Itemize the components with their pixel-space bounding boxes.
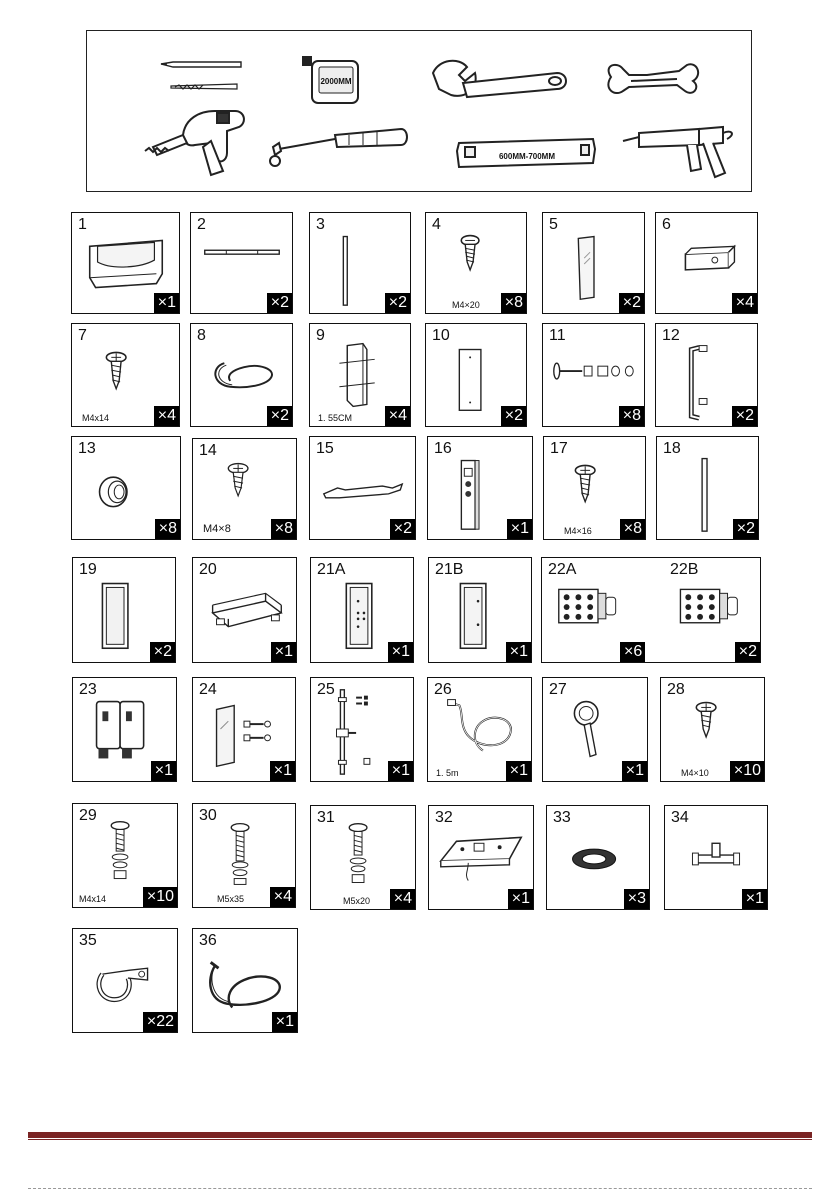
open-end-wrench-icon — [608, 64, 698, 93]
part-spec: 1. 55CM — [318, 413, 353, 423]
quantity-badge: ×1 — [154, 293, 179, 313]
quantity-badge: ×8 — [501, 293, 526, 313]
part-card-14 — [192, 438, 297, 540]
part-card-18 — [656, 436, 759, 540]
part-number: 9 — [316, 327, 325, 344]
part-number: 29 — [79, 807, 97, 824]
part-card-23 — [72, 677, 177, 782]
part-spec: M5x20 — [343, 896, 371, 906]
part-card-21A — [310, 557, 414, 663]
part-number: 26 — [434, 681, 452, 698]
part-card-3 — [309, 212, 411, 314]
quantity-badge: ×4 — [732, 293, 757, 313]
quantity-badge: ×1 — [388, 642, 413, 662]
part-number: 7 — [78, 327, 87, 344]
part-card-33 — [546, 805, 650, 910]
quantity-badge: ×2 — [390, 519, 415, 539]
part-card-34 — [664, 805, 768, 910]
power-drill-icon — [145, 111, 244, 175]
part-card-19 — [72, 557, 176, 663]
part-card-27 — [542, 677, 648, 782]
quantity-badge: ×8 — [620, 519, 645, 539]
part-number: 20 — [199, 561, 217, 578]
quantity-badge: ×4 — [154, 406, 179, 426]
quantity-badge: ×1 — [742, 889, 767, 909]
part-card-10 — [425, 323, 527, 427]
part-number: 5 — [549, 216, 558, 233]
part-number: 4 — [432, 216, 441, 233]
page-bottom-rule — [28, 1188, 812, 1190]
quantity-badge: ×2 — [732, 406, 757, 426]
part-number: 23 — [79, 681, 97, 698]
part-spec: M4×8 — [203, 523, 231, 535]
quantity-badge: ×10 — [143, 887, 177, 907]
part-number: 35 — [79, 932, 97, 949]
quantity-badge: ×2 — [619, 293, 644, 313]
part-number: 14 — [199, 442, 217, 459]
part-spec: M4x14 — [82, 413, 110, 423]
quantity-badge: ×8 — [619, 406, 644, 426]
part-card-9 — [309, 323, 411, 427]
adjustable-wrench-icon — [433, 61, 566, 97]
part-card-25 — [310, 677, 414, 782]
part-number: 2 — [197, 216, 206, 233]
part-number: 30 — [199, 807, 217, 824]
part-number: 18 — [663, 440, 681, 457]
part-number: 36 — [199, 932, 217, 949]
quantity-badge: ×1 — [622, 761, 647, 781]
part-spec: 1. 5m — [436, 768, 459, 778]
quantity-badge: ×10 — [730, 761, 764, 781]
part-card-28 — [660, 677, 765, 782]
part-number: 34 — [671, 809, 689, 826]
part-number: 1 — [78, 216, 87, 233]
part-card-11 — [542, 323, 645, 427]
part-card-24 — [192, 677, 296, 782]
part-number: 21A — [317, 561, 346, 578]
tape-measure-icon — [303, 57, 358, 103]
tape-label: 2000MM — [320, 77, 352, 86]
quantity-badge: ×2 — [267, 406, 292, 426]
quantity-badge: ×2 — [267, 293, 292, 313]
quantity-badge: ×1 — [507, 519, 532, 539]
part-card-13 — [71, 436, 181, 540]
part-number: 31 — [317, 809, 335, 826]
part-number: 11 — [549, 327, 566, 344]
part-number: 3 — [316, 216, 325, 233]
quantity-badge: ×2 — [501, 406, 526, 426]
part-card-5 — [542, 212, 645, 314]
part-number: 28 — [667, 681, 685, 698]
part-card-30 — [192, 803, 296, 908]
part-card-4 — [425, 212, 527, 314]
quantity-badge: ×22 — [143, 1012, 177, 1032]
part-spec: M4x14 — [79, 894, 107, 904]
quantity-badge: ×6 — [620, 642, 645, 662]
part-number: 22A — [548, 561, 577, 578]
quantity-badge: ×4 — [390, 889, 415, 909]
part-spec: M4×16 — [564, 526, 592, 536]
quantity-badge: ×1 — [272, 1012, 297, 1032]
part-number: 25 — [317, 681, 335, 698]
quantity-badge: ×1 — [508, 889, 533, 909]
quantity-badge: ×2 — [385, 293, 410, 313]
part-number: 17 — [550, 440, 568, 457]
part-card-22 — [541, 557, 761, 663]
part-card-26 — [427, 677, 532, 782]
part-number: 8 — [197, 327, 206, 344]
quantity-badge: ×4 — [270, 887, 295, 907]
part-number: 12 — [662, 327, 680, 344]
drill-bit-icon — [171, 84, 237, 89]
part-card-8 — [190, 323, 293, 427]
part-number: 32 — [435, 809, 453, 826]
quantity-badge: ×1 — [506, 642, 531, 662]
screwdriver-icon — [270, 129, 407, 166]
part-number: 33 — [553, 809, 571, 826]
quantity-badge: ×1 — [506, 761, 531, 781]
part-number: 22B — [670, 561, 699, 578]
pencil-icon — [161, 62, 241, 67]
part-card-1 — [71, 212, 180, 314]
part-card-7 — [71, 323, 180, 427]
part-number: 24 — [199, 681, 217, 698]
part-card-16 — [427, 436, 533, 540]
part-number: 10 — [432, 327, 450, 344]
part-card-17 — [543, 436, 646, 540]
part-number: 13 — [78, 440, 96, 457]
part-card-2 — [190, 212, 293, 314]
part-number: 15 — [316, 440, 334, 457]
footer-divider — [28, 1132, 812, 1138]
part-card-36 — [192, 928, 298, 1033]
part-number: 16 — [434, 440, 452, 457]
quantity-badge: ×8 — [271, 519, 296, 539]
part-card-6 — [655, 212, 758, 314]
part-card-29 — [72, 803, 178, 908]
part-number: 6 — [662, 216, 671, 233]
part-spec: M5x35 — [217, 894, 245, 904]
part-card-21B — [428, 557, 532, 663]
part-card-15 — [309, 436, 416, 540]
part-number: 21B — [435, 561, 464, 578]
caulk-gun-icon — [623, 127, 732, 177]
part-spec: M4×20 — [452, 300, 480, 310]
part-spec: M4×10 — [681, 768, 709, 778]
part-card-12 — [655, 323, 758, 427]
quantity-badge: ×8 — [155, 519, 180, 539]
quantity-badge: ×1 — [388, 761, 413, 781]
quantity-badge: ×1 — [151, 761, 176, 781]
part-card-31 — [310, 805, 416, 910]
part-card-35 — [72, 928, 178, 1033]
spirit-level-icon — [457, 139, 595, 167]
part-number: 27 — [549, 681, 567, 698]
quantity-badge: ×2 — [150, 642, 175, 662]
quantity-badge: ×3 — [624, 889, 649, 909]
quantity-badge: ×2 — [735, 642, 760, 662]
part-card-32 — [428, 805, 534, 910]
quantity-badge: ×1 — [270, 761, 295, 781]
part-number: 19 — [79, 561, 97, 578]
tools-panel — [86, 30, 752, 192]
part-card-20 — [192, 557, 297, 663]
quantity-badge: ×4 — [385, 406, 410, 426]
quantity-badge: ×1 — [271, 642, 296, 662]
level-label: 600MM-700MM — [498, 152, 556, 161]
footer-divider-thin — [28, 1139, 812, 1140]
quantity-badge: ×2 — [733, 519, 758, 539]
